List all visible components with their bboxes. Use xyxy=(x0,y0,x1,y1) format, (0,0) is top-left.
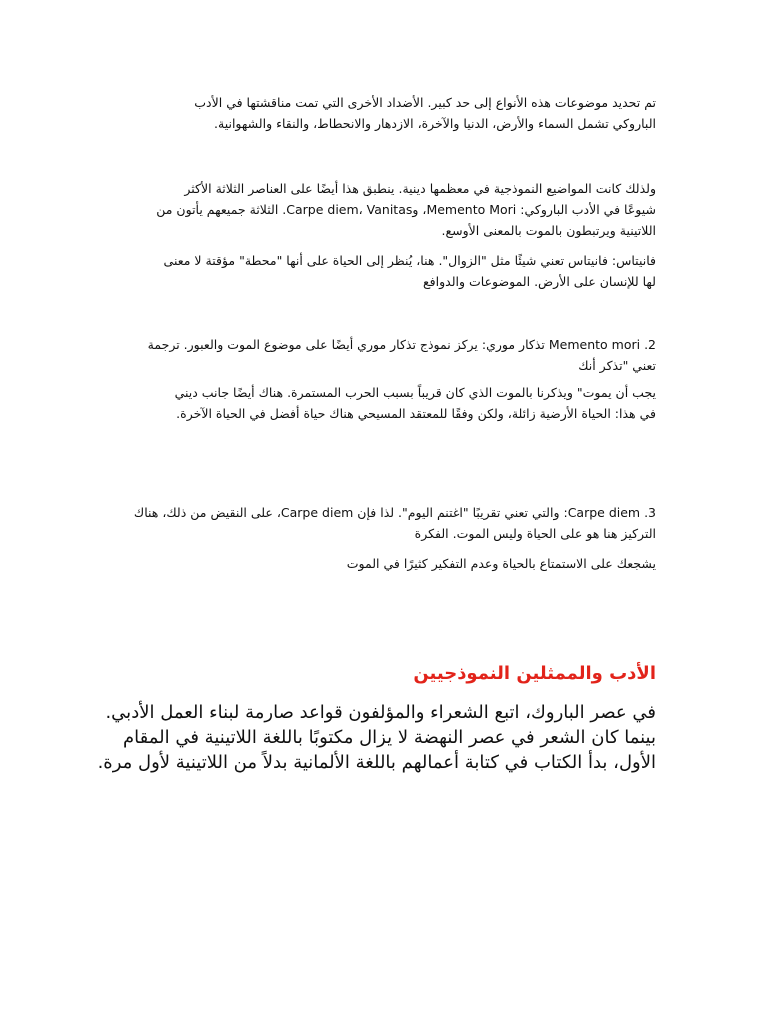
paragraph-text xyxy=(106,250,656,292)
text-line: 2. Memento mori تذكار موري: يركز نموذج تذكار موري أيضًا على موضوع الموت والعبور. ترجمة xyxy=(147,337,656,352)
paragraph-text xyxy=(106,553,656,574)
text-line: اللاتينية ويرتبطون بالموت بالمعنى الأوسع. xyxy=(441,223,656,238)
text-line: التركيز هنا هو على الحياة وليس الموت. الفكرة xyxy=(414,526,656,541)
paragraph-4 xyxy=(106,334,656,376)
text-line: لها للإنسان على الأرض. الموضوعات والدوافع xyxy=(423,274,656,289)
paragraph-text xyxy=(106,334,656,376)
text-line: تم تحديد موضوعات هذه الأنواع إلى حد كبير. الأضداد الأخرى التي تمت مناقشتها في الأدب xyxy=(194,95,656,110)
paragraph-text xyxy=(106,502,656,544)
text-line: الباروكي تشمل السماء والأرض، الدنيا والآخرة، الازدهار والانحطاط، والنقاء والشهوانية. xyxy=(214,116,656,131)
text-line: في عصر الباروك، اتبع الشعراء والمؤلفون قواعد صارمة لبناء العمل الأدبي. xyxy=(105,702,656,723)
paragraph-text xyxy=(106,382,656,424)
paragraph-5 xyxy=(106,382,656,424)
text-line: 3. Carpe diem: والتي تعني تقريبًا "اغتنم اليوم". لذا فإن Carpe diem، على النقيض من ذلك، هناك xyxy=(133,505,656,520)
text-line: يشجعك على الاستمتاع بالحياة وعدم التفكير كثيرًا في الموت xyxy=(346,556,656,571)
paragraph-6 xyxy=(106,502,656,544)
section-body xyxy=(97,700,656,775)
paragraph-1 xyxy=(106,92,656,134)
section-heading-block xyxy=(106,662,656,686)
text-line: في هذا: الحياة الأرضية زائلة، ولكن وفقًا للمعتقد المسيحي هناك حياة أفضل في الحياة الآخرة. xyxy=(176,406,656,421)
text-line: تعني "تذكر أنك xyxy=(578,358,656,373)
paragraph-text xyxy=(106,178,656,241)
paragraph-text xyxy=(106,92,656,134)
text-line: الأول، بدأ الكتاب في كتابة أعمالهم باللغة الألمانية بدلاً من اللاتينية لأول مرة. xyxy=(97,752,656,773)
text-line: بينما كان الشعر في عصر النهضة لا يزال مكتوبًا باللغة اللاتينية في المقام xyxy=(123,727,656,748)
section-heading: الأدب والممثلين النموذجيين xyxy=(413,663,656,684)
text-line: يجب أن يموت" ويذكرنا بالموت الذي كان قريباً بسبب الحرب المستمرة. هناك أيضًا جانب ديني xyxy=(174,385,656,400)
paragraph-3 xyxy=(106,250,656,292)
paragraph-7 xyxy=(106,553,656,574)
text-line: ولذلك كانت المواضيع النموذجية في معظمها دينية. ينطبق هذا أيضًا على العناصر الثلاثة الأكثر xyxy=(184,181,656,196)
paragraph-2 xyxy=(106,178,656,241)
text-line: فانيتاس: فانيتاس تعني شيئًا مثل "الزوال". هنا، يُنظر إلى الحياة على أنها "محطة" مؤقتة لا معنى xyxy=(163,253,656,268)
section-paragraph xyxy=(97,700,656,775)
text-line: شيوعًا في الأدب الباروكي: Memento Mori، وCarpe diem، Vanitas. الثلاثة جميعهم يأتون من xyxy=(156,202,656,217)
